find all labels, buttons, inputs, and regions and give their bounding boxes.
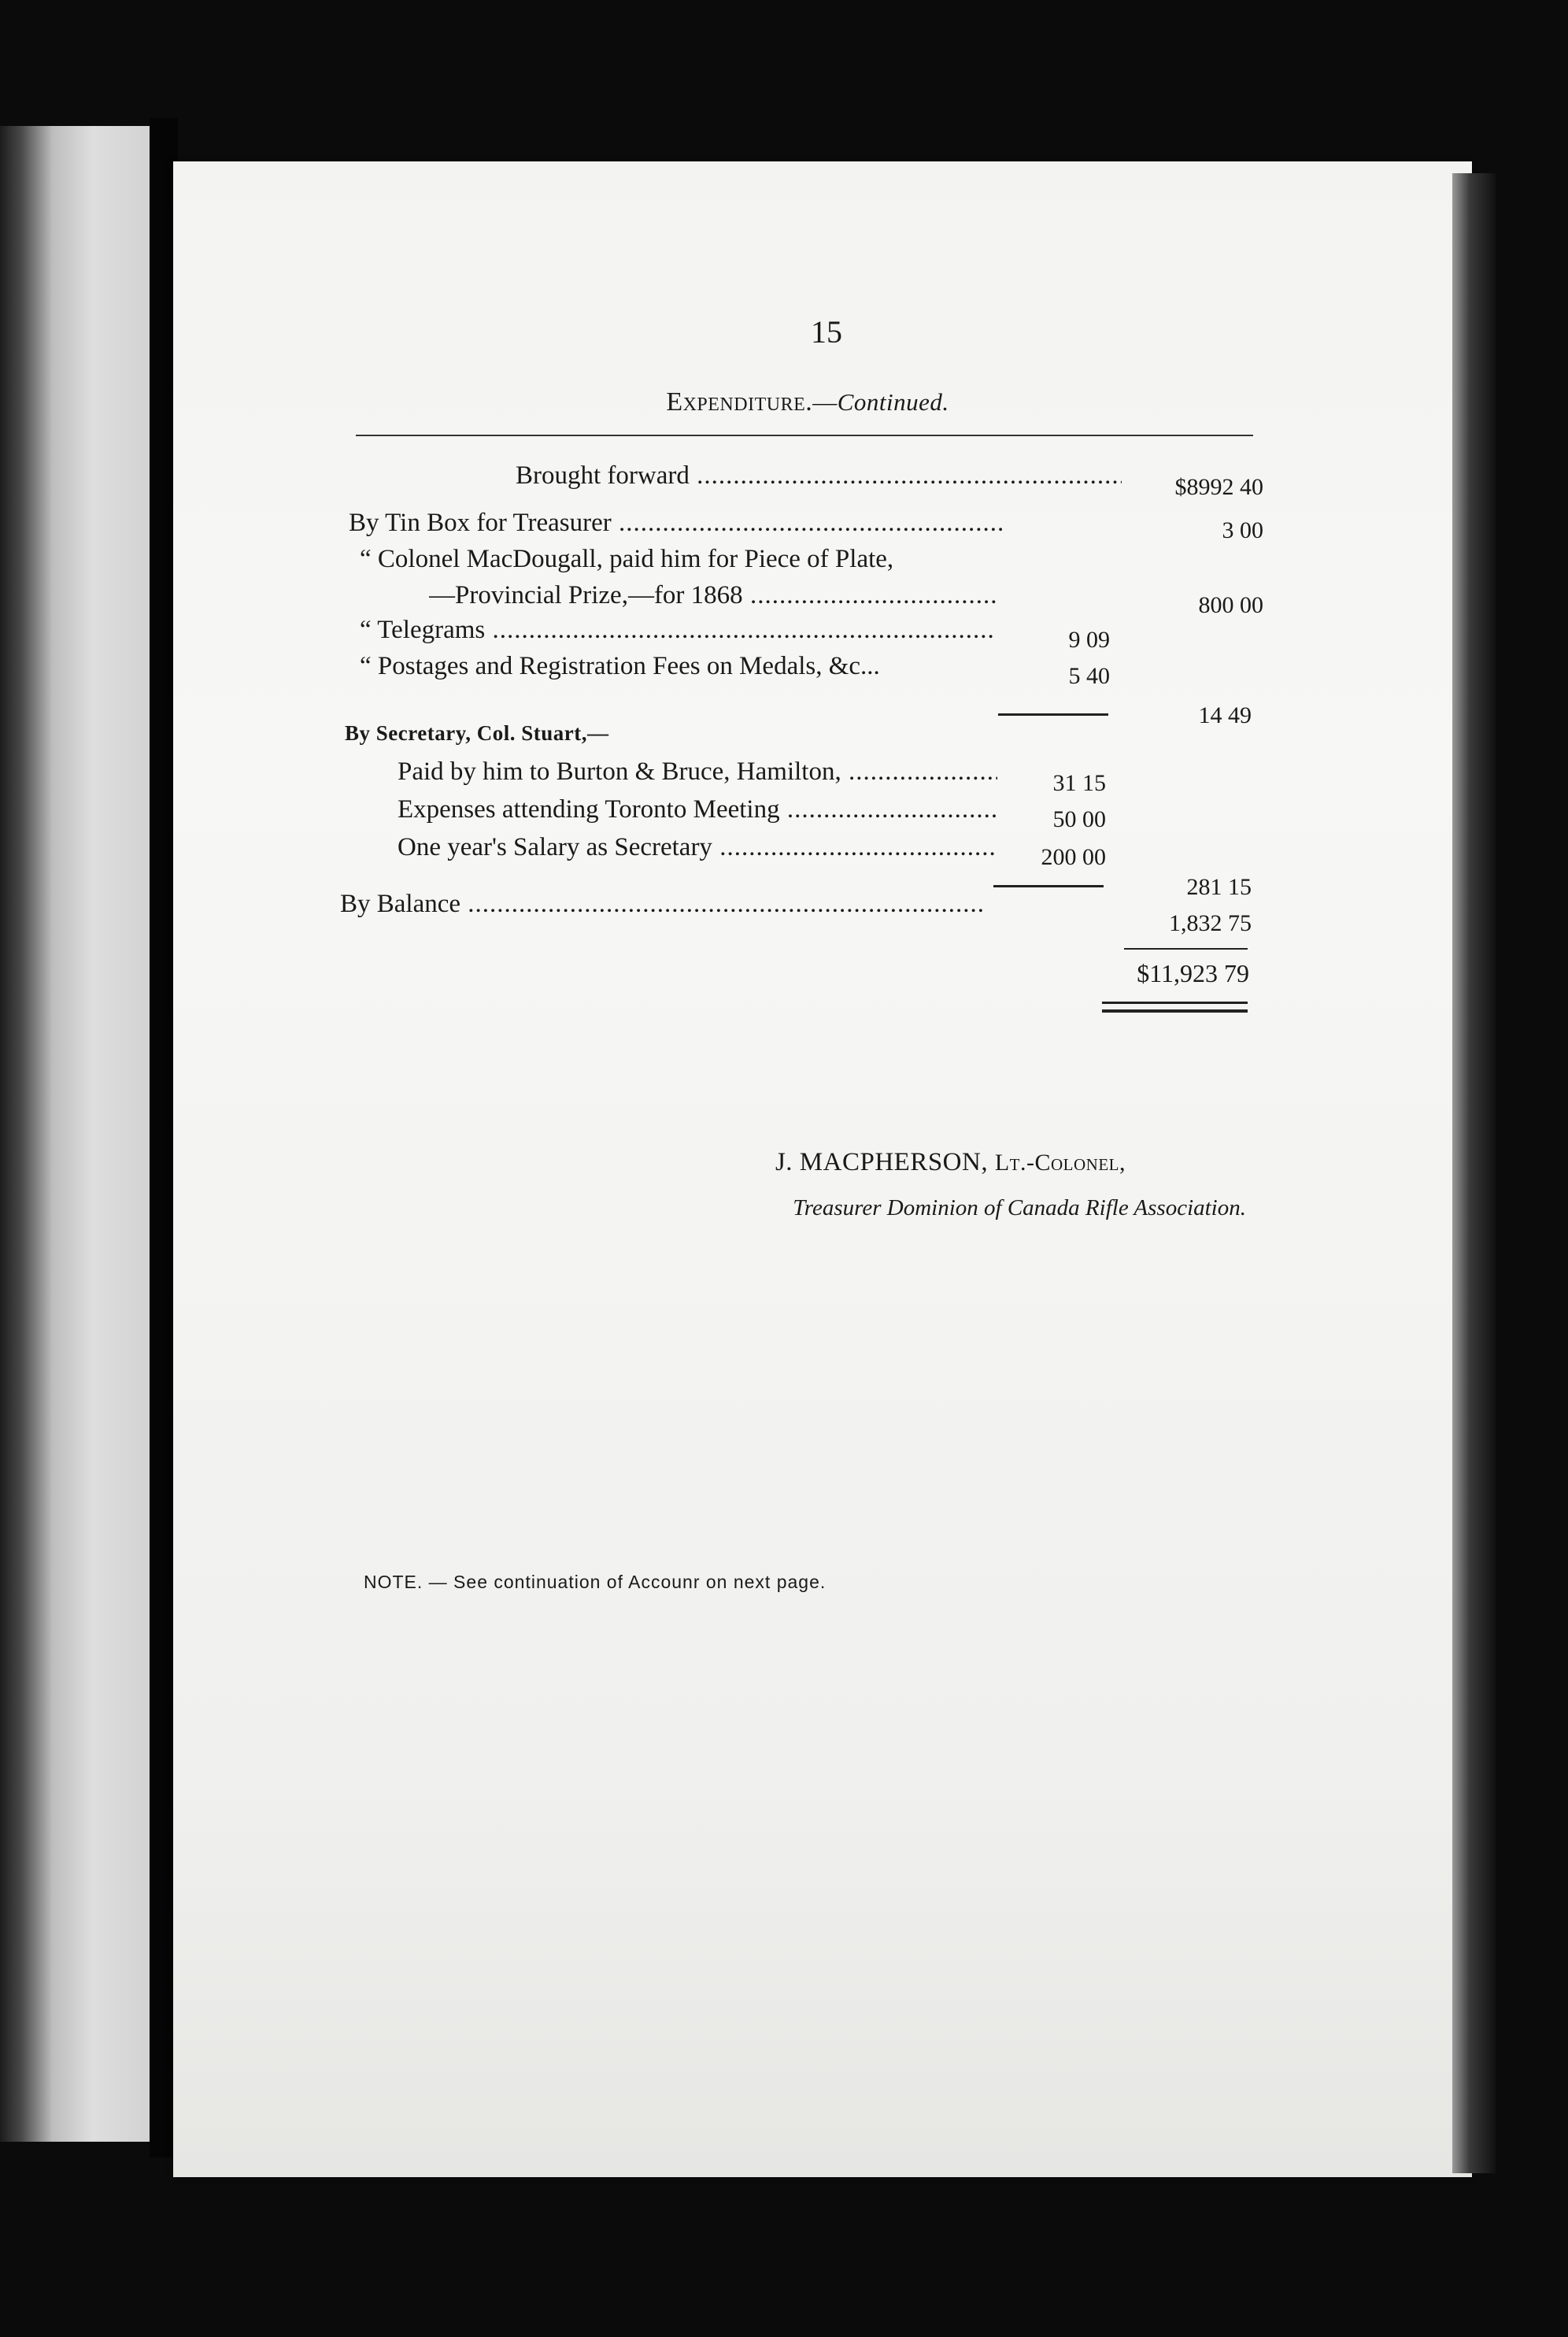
entry-brought-forward-amount: $8992 40 xyxy=(1174,474,1263,500)
entry-macdougall-amount: 800 00 xyxy=(1198,592,1263,618)
signature-title: Treasurer Dominion of Canada Rifle Association. xyxy=(793,1195,1246,1220)
heading-continued: Continued. xyxy=(837,388,949,416)
entry-postages-label: “ Postages and Registration Fees on Medals, &c... xyxy=(360,652,880,680)
entry-macdougall-line1: “ Colonel MacDougall, paid him for Piece of Plate, xyxy=(360,545,894,573)
entry-tin-box-amount: 3 00 xyxy=(1222,517,1263,543)
entry-tin-box-label: By Tin Box for Treasurer ..... xyxy=(349,509,1002,538)
heading-title: Expenditure. xyxy=(666,387,813,417)
entry-macdougall-line2: —Provincial Prize,—for 1868 ..... xyxy=(429,581,996,610)
balance-amount: 1,832 75 xyxy=(1169,910,1252,936)
heading-rule xyxy=(356,435,1253,436)
secretary-item-burton-amount: 31 15 xyxy=(1052,770,1106,796)
subtotal-rule-1 xyxy=(998,713,1108,716)
subtotal-rule-2 xyxy=(993,885,1104,887)
secretary-item-salary-amount: 200 00 xyxy=(1041,844,1106,870)
entry-telegrams-amount: 9 09 xyxy=(1068,627,1110,653)
secretary-item-burton-label: Paid by him to Burton & Bruce, Hamilton, ..... xyxy=(398,757,997,787)
balance-label: By Balance ..... xyxy=(340,890,986,919)
right-page-edge xyxy=(1452,173,1496,2173)
heading-dash: — xyxy=(812,388,838,416)
secretary-heading: By Secretary, Col. Stuart,— xyxy=(345,721,609,745)
section-heading xyxy=(0,387,1568,417)
entry-telegrams-label: “ Telegrams ..... xyxy=(360,616,993,645)
entry-postages-amount: 5 40 xyxy=(1068,663,1110,689)
signature-rank: Lt.-Colonel, xyxy=(994,1150,1126,1176)
subtotal-telegrams-postages: 14 49 xyxy=(1198,702,1252,728)
secretary-item-toronto-amount: 50 00 xyxy=(1052,806,1106,832)
page-number: 15 xyxy=(811,314,842,350)
total-double-rule-1 xyxy=(1102,1002,1248,1004)
signature-person: J. MACPHERSON, xyxy=(775,1148,989,1176)
total-rule-top xyxy=(1124,948,1248,950)
signature-name xyxy=(0,1148,1126,1177)
grand-total: $11,923 79 xyxy=(1137,959,1249,987)
entry-brought-forward-label: Brought forward ..... xyxy=(516,461,1122,491)
total-double-rule-2 xyxy=(1102,1009,1248,1013)
secretary-subtotal: 281 15 xyxy=(1186,874,1252,900)
left-page-edge xyxy=(0,126,154,2142)
secretary-item-salary-label: One year's Salary as Secretary ..... xyxy=(398,833,996,862)
secretary-item-toronto-label: Expenses attending Toronto Meeting ..... xyxy=(398,795,996,824)
footnote: NOTE. — See continuation of Accounr on next page. xyxy=(364,1572,827,1592)
